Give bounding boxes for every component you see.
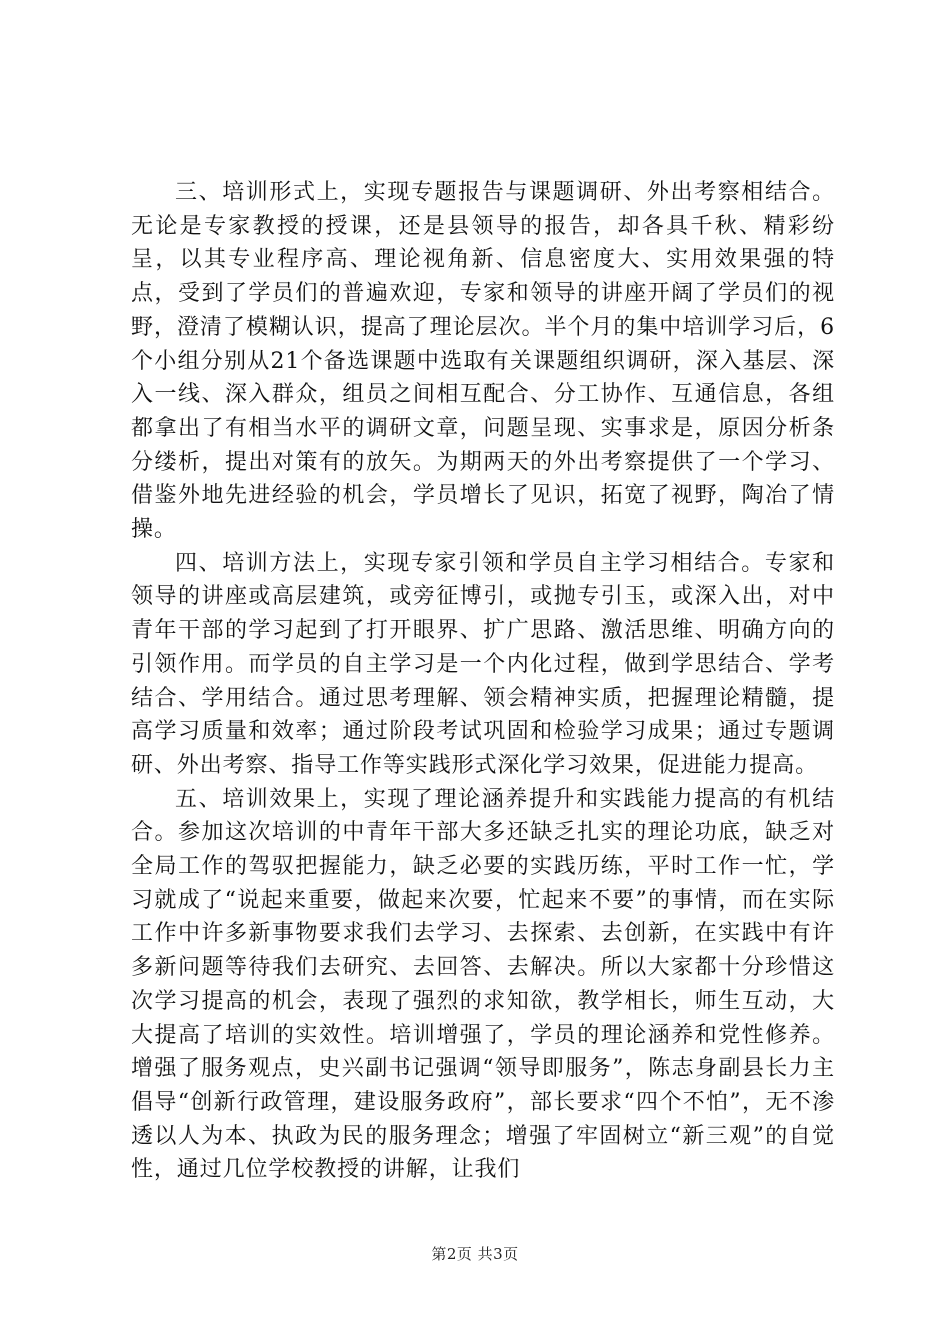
body-text xyxy=(131,176,835,1187)
paragraph-training-format: 三、培训形式上，实现专题报告与课题调研、外出考察相结合。无论是专家教授的授课，还是县领导的报告，却各具千秋、精彩纷呈，以其专业程序高、理论视角新、信息密度大、实用效果强的特点，受到了学员们的普遍欢迎，专家和领导的讲座开阔了学员们的视野，澄清了模糊认识，提高了理论层次。半个月的集中培训学习后，6个小组分别从21个备选课题中选取有关课题组织调研，深入基层、深入一线、深入群众，组员之间相互配合、分工协作、互通信息，各组都拿出了有相当水平的调研文章，问题呈现、实事求是，原因分析条分缕析，提出对策有的放矢。为期两天的外出考察提供了一个学习、借鉴外地先进经验的机会，学员增长了见识，拓宽了视野，陶冶了情操。 xyxy=(131,180,835,543)
page-footer: 第2页 共3页 xyxy=(431,1245,519,1263)
paragraph-training-method: 四、培训方法上，实现专家引领和学员自主学习相结合。专家和领导的讲座或高层建筑，或旁征博引，或抛专引玉，或深入出，对中青年干部的学习起到了打开眼界、扩广思路、激活思维、明确方向的引领作用。而学员的自主学习是一个内化过程，做到学思结合、学考结合、学用结合。通过思考理解、领会精神实质，把握理论精髓，提高学习质量和效率；通过阶段考试巩固和检验学习成果；通过专题调研、外出考察、指导工作等实践形式深化学习效果，促进能力提高。 xyxy=(131,550,835,778)
paragraph-training-effect: 五、培训效果上，实现了理论涵养提升和实践能力提高的有机结合。参加这次培训的中青年干部大多还缺乏扎实的理论功底，缺乏对全局工作的驾驭把握能力，缺乏必要的实践历练，平时工作一忙，学习就成了“说起来重要，做起来次要，忙起来不要”的事情，而在实际工作中许多新事物要求我们去学习、去探索、去创新，在实践中有许多新问题等待我们去研究、去回答、去解决。所以大家都十分珍惜这次学习提高的机会，表现了强烈的求知欲，教学相长，师生互动，大大提高了培训的实效性。培训增强了，学员的理论涵养和党性修养。增强了服务观点，史兴副书记强调“领导即服务”，陈志身副县长力主倡导“创新行政管理，建设服务政府”，部长要求“四个不怕”，无不渗透以人为本、执政为民的服务理念；增强了牢固树立“新三观”的自觉性，通过几位学校教授的讲解，让我们 xyxy=(131,786,835,1183)
